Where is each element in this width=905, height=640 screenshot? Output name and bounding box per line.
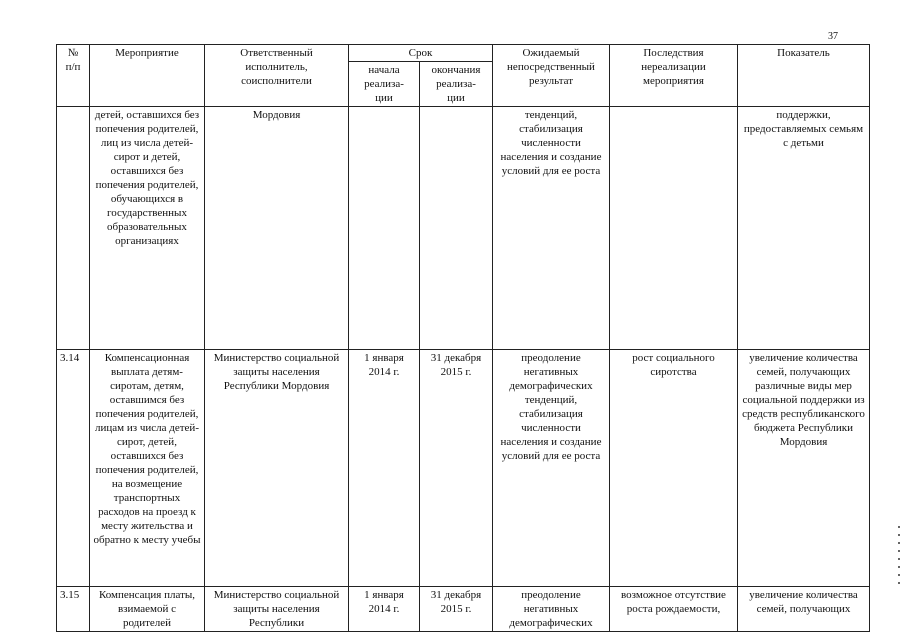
table-row — [57, 587, 870, 632]
row-num — [57, 107, 90, 350]
header-start: начала реализа- ции — [349, 62, 420, 107]
table-row — [57, 350, 870, 587]
row-indicator: увеличение количества семей, получающих — [738, 587, 870, 632]
row-consequences — [610, 107, 738, 350]
header-term: Срок — [349, 45, 493, 62]
row-responsible: Министерство социальной защиты населения Республики — [205, 587, 349, 632]
row-consequences: возможное отсутствие роста рождаемости, — [610, 587, 738, 632]
header-indicator: Показатель — [738, 45, 870, 107]
row-consequences: рост социального сиротства — [610, 350, 738, 587]
page-number: 37 — [828, 31, 838, 42]
header-end: окончания реализа- ции — [420, 62, 493, 107]
row-end: 31 декабря 2015 г. — [420, 587, 493, 632]
row-indicator: увеличение количества семей, получающих различные виды мер социальной поддержки из средств республиканского бюджета Республики Мордовия — [738, 350, 870, 587]
header-row — [57, 45, 870, 62]
header-consequences: Последствия нереализации мероприятия — [610, 45, 738, 107]
row-result: преодоление негативных демографических — [493, 587, 610, 632]
row-start: 1 января 2014 г. — [349, 350, 420, 587]
header-event: Мероприятие — [90, 45, 205, 107]
row-event: Компенсация платы, взимаемой с родителей — [90, 587, 205, 632]
row-event: детей, оставшихся без попечения родителей, лиц из числа детей-сирот и детей, оставшихся без попечения родителей, обучающихся в государственных образовательных организациях — [90, 107, 205, 350]
row-responsible: Мордовия — [205, 107, 349, 350]
row-start — [349, 107, 420, 350]
row-end: 31 декабря 2015 г. — [420, 350, 493, 587]
row-responsible: Министерство социальной защиты населения Республики Мордовия — [205, 350, 349, 587]
row-num: 3.15 — [57, 587, 90, 632]
row-indicator: поддержки, предоставляемых семьям с детьми — [738, 107, 870, 350]
row-start: 1 января 2014 г. — [349, 587, 420, 632]
header-num: № п/п — [57, 45, 90, 107]
row-num: 3.14 — [57, 350, 90, 587]
header-responsible: Ответственный исполнитель, соисполнители — [205, 45, 349, 107]
row-event: Компенсационная выплата детям-сиротам, детям, оставшимся без попечения родителей, лицам из числа детей-сирот, детей, оставшихся без попечения родителей, на возмещение транспортных расходов на проезд к месту жительства и обратно к месту учебы — [90, 350, 205, 587]
program-activities-table — [56, 44, 870, 632]
table-row — [57, 107, 870, 350]
scan-edge-marks — [897, 520, 901, 640]
row-end — [420, 107, 493, 350]
row-result: тенденций, стабилизация численности населения и создание условий для ее роста — [493, 107, 610, 350]
header-result: Ожидаемый непосредственный результат — [493, 45, 610, 107]
row-result: преодоление негативных демографических тенденций, стабилизация численности населения и создание условий для ее роста — [493, 350, 610, 587]
